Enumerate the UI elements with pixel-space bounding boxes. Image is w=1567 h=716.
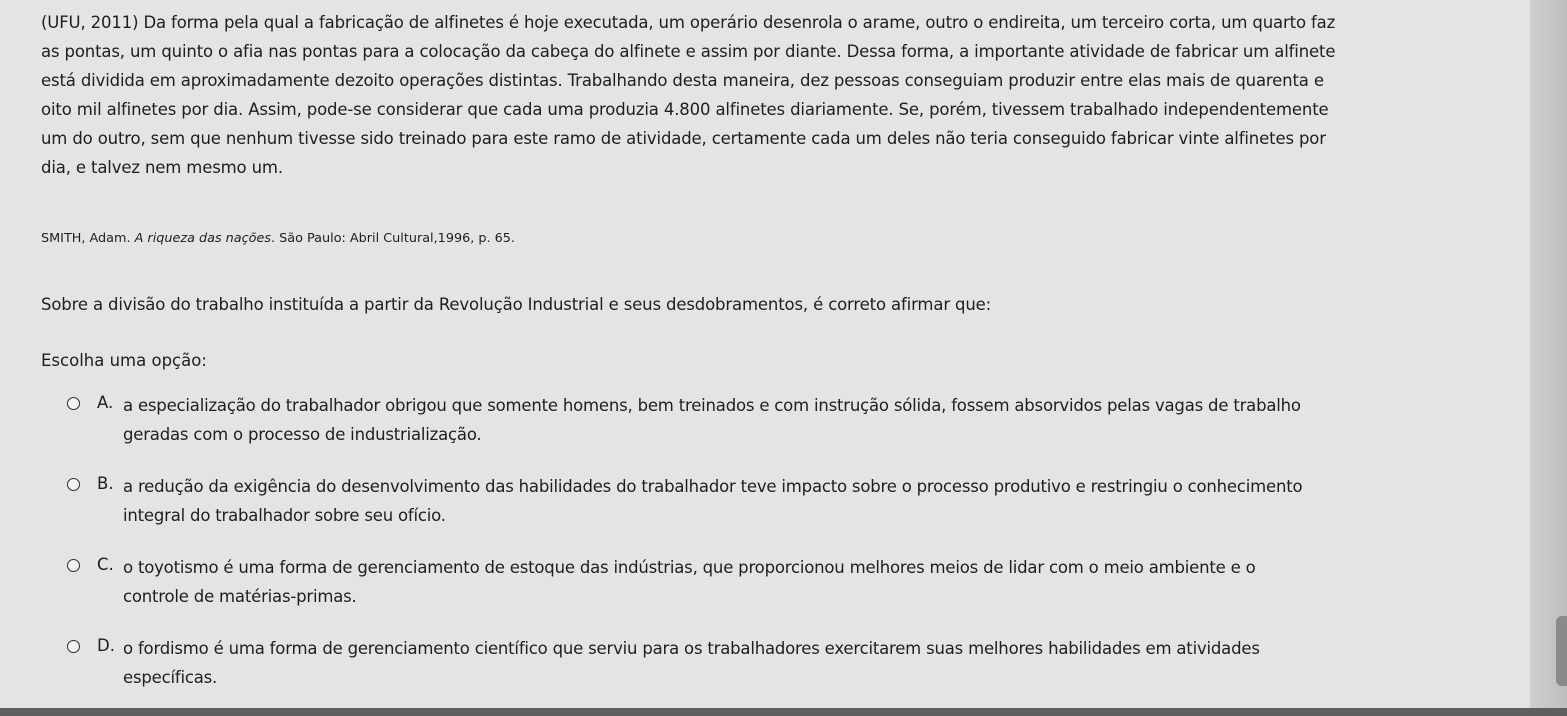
- option-letter: D.: [97, 636, 115, 655]
- option-c[interactable]: [67, 553, 1517, 605]
- radio-button-a[interactable]: [67, 397, 80, 410]
- option-text: a especialização do trabalhador obrigou que somente homens, bem treinados e com instrução sólida, fossem absorvidos pelas vagas de trabalho geradas com o processo de industrialização.: [123, 396, 1301, 444]
- radio-button-d[interactable]: [67, 640, 80, 653]
- citation-title: A riqueza das nações: [134, 231, 272, 246]
- option-letter: C.: [97, 555, 114, 574]
- radio-button-b[interactable]: [67, 478, 80, 491]
- question-stem: (UFU, 2011) Da forma pela qual a fabricação de alfinetes é hoje executada, um operário desenrola o arame, outro o endireita, um terceiro corta, um quarto faz as pontas, um quinto o afia nas pontas para a colocação da cabeça do alfinete e assim por diante. Dessa forma, a importante atividade de fabricar um alfinete está dividida em aproximadamente dezoito operações distintas. Trabalhando desta maneira, dez pessoas conseguiam produzir entre elas mais de quarenta e oito mil alfinetes por dia. Assim, pode-se considerar que cada uma produzia 4.800 alfinetes diariamente. Se, porém, tivessem trabalhado independentemente um do outro, sem que nenhum tivesse sido treinado para este ramo de atividade, certamente cada um deles não teria conseguido fabricar vinte alfinetes por dia, e talvez nem mesmo um.: [41, 13, 1336, 177]
- option-b[interactable]: [67, 472, 1517, 524]
- citation-author: SMITH, Adam.: [41, 231, 135, 246]
- choose-option-label: Escolha uma opção:: [41, 351, 207, 370]
- option-letter: A.: [97, 393, 114, 412]
- option-letter: B.: [97, 474, 114, 493]
- option-text: a redução da exigência do desenvolvimento das habilidades do trabalhador teve impacto sobre o processo produtivo e restringiu o conhecimento integral do trabalhador sobre seu ofício.: [123, 477, 1303, 525]
- bottom-edge: [0, 708, 1567, 716]
- page-edge: [1530, 0, 1567, 716]
- option-text: o toyotismo é uma forma de gerenciamento de estoque das indústrias, que proporcionou melhores meios de lidar com o meio ambiente e o controle de matérias-primas.: [123, 558, 1256, 606]
- option-text: o fordismo é uma forma de gerenciamento científico que serviu para os trabalhadores exercitarem suas melhores habilidades em atividades específicas.: [123, 639, 1260, 687]
- citation: [41, 230, 1521, 248]
- radio-button-c[interactable]: [67, 559, 80, 572]
- option-d[interactable]: [67, 634, 1517, 686]
- question-prompt: Sobre a divisão do trabalho instituída a partir da Revolução Industrial e seus desdobramentos, é correto afirmar que:: [41, 295, 992, 314]
- scroll-handle[interactable]: [1556, 616, 1567, 686]
- citation-rest: . São Paulo: Abril Cultural,1996, p. 65.: [271, 231, 515, 246]
- option-a[interactable]: [67, 391, 1517, 443]
